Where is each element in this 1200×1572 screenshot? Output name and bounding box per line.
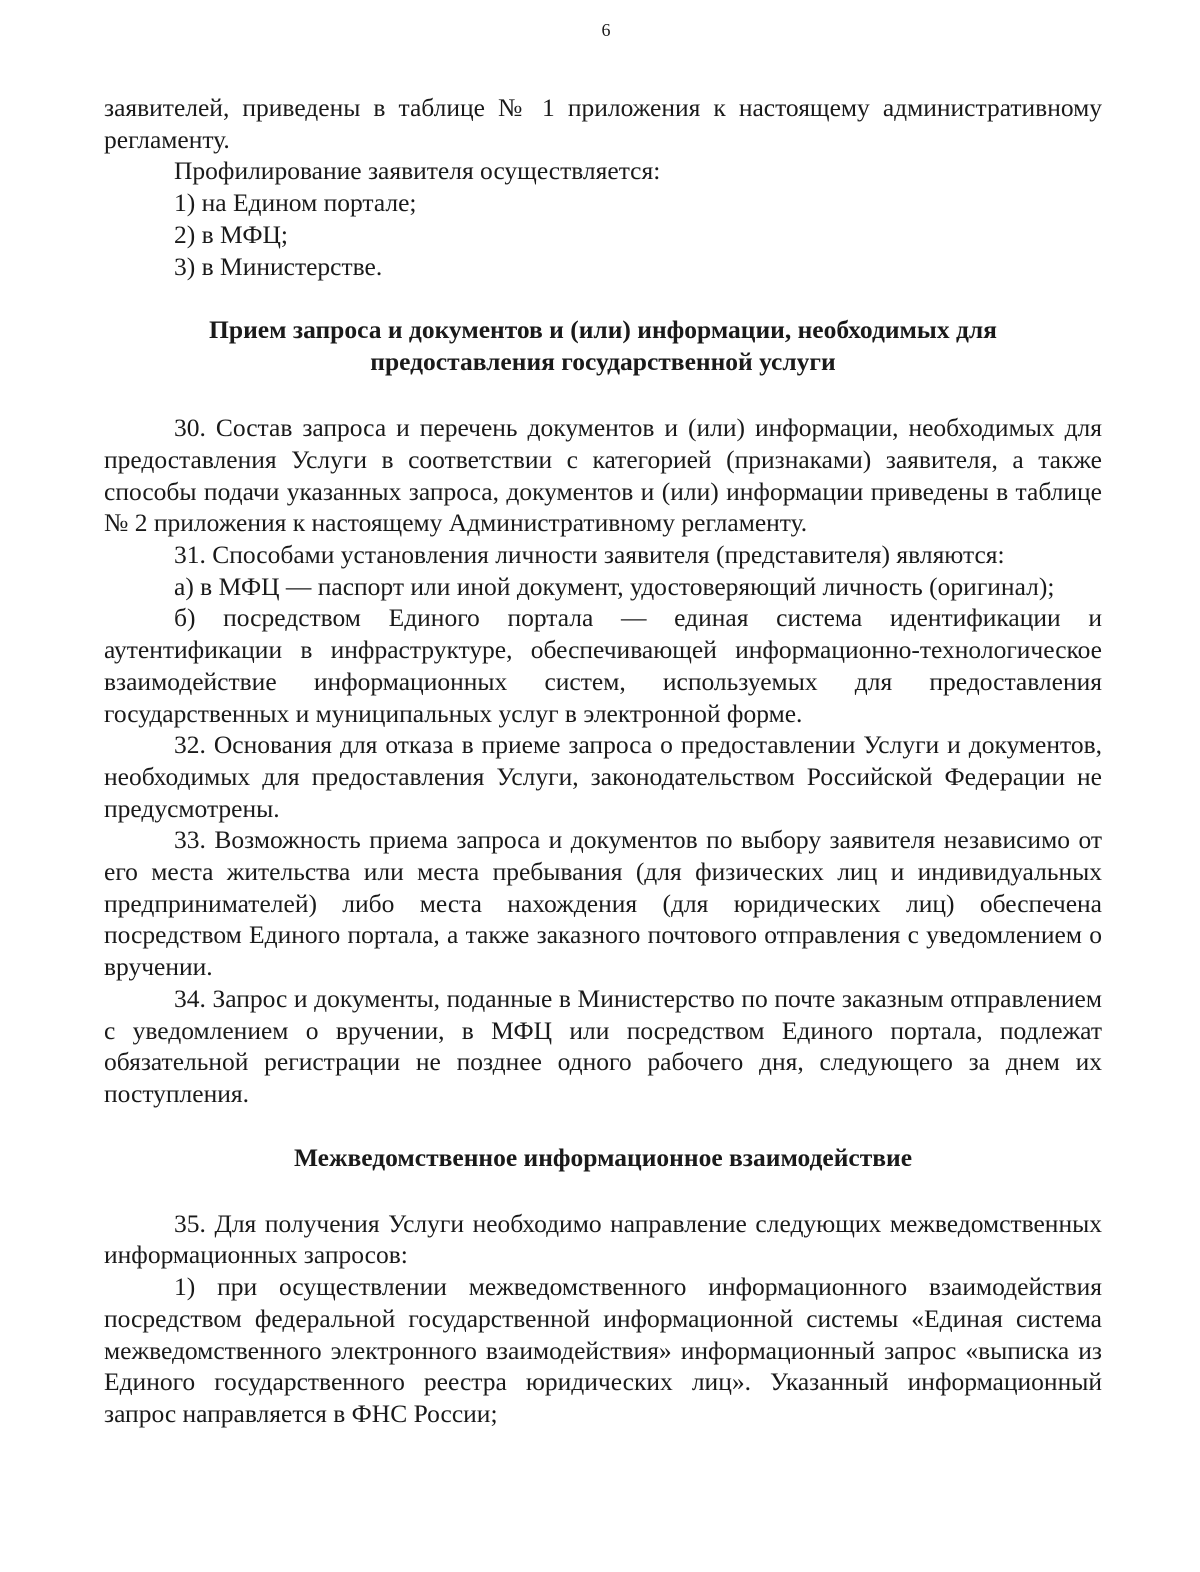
paragraph-35: 35. Для получения Услуги необходимо направление следующих межведомственных информационных запросов: xyxy=(104,1208,1102,1270)
profiling-item: 2) в МФЦ; xyxy=(174,219,289,249)
profiling-title: Профилирование заявителя осуществляется: xyxy=(174,156,661,186)
paragraph-30: 30. Состав запроса и перечень документов и (или) информации, необходимых для предоставления Услуги в соответствии с категорией (признаками) заявителя, а также способы подачи указанных запроса, документов и (или) информации приведены в таблице № 2 приложения к настоящему Административному регламенту. xyxy=(104,413,1102,538)
profiling-item: 3) в Министерстве. xyxy=(174,251,383,281)
paragraph-31-a: а) в МФЦ — паспорт или иной документ, удостоверяющий личность (оригинал); xyxy=(174,571,1055,601)
profiling-item: 1) на Едином портале; xyxy=(174,188,417,218)
paragraph-31: 31. Способами установления личности заявителя (представителя) являются: xyxy=(174,540,1005,570)
paragraph-35-1: 1) при осуществлении межведомственного информационного взаимодействия посредством федеральной государственной информационной системы «Единая система межведомственного электронного взаимодействия» информационный запрос «выписка из Единого государственного реестра юридических лиц». Указанный информационный запрос направляется в ФНС России; xyxy=(104,1272,1102,1428)
section-heading-interagency: Межведомственное информационное взаимодействие xyxy=(293,1142,913,1172)
paragraph-32: 32. Основания для отказа в приеме запроса о предоставлении Услуги и документов, необходимых для предоставления Услуги, законодательством Российской Федерации не предусмотрены. xyxy=(104,730,1102,823)
section-heading-request-acceptance: Прием запроса и документов и (или) информации, необходимых для предоставления государственной услуги xyxy=(209,315,997,377)
paragraph-34: 34. Запрос и документы, поданные в Министерство по почте заказным отправлением с уведомлением о вручении, в МФЦ или посредством Единого портала, подлежат обязательной регистрации не позднее одного рабочего дня, следующего за днем их поступления. xyxy=(104,983,1102,1108)
paragraph-31-b: б) посредством Единого портала — единая система идентификации и аутентификации в инфраструктуре, обеспечивающей информационно-технологическое взаимодействие информационных систем, используемых для предоставления государственных и муниципальных услуг в электронной форме. xyxy=(104,603,1102,728)
page-number: 6 xyxy=(601,20,611,40)
intro-continuation: заявителей, приведены в таблице № 1 приложения к настоящему административному регламенту. xyxy=(104,93,1102,154)
paragraph-33: 33. Возможность приема запроса и документов по выбору заявителя независимо от его места жительства или места пребывания (для физических лиц и индивидуальных предпринимателей) либо места нахождения (для юридических лиц) обеспечена посредством Единого портала, а также заказного почтового отправления с уведомлением о вручении. xyxy=(104,825,1102,982)
